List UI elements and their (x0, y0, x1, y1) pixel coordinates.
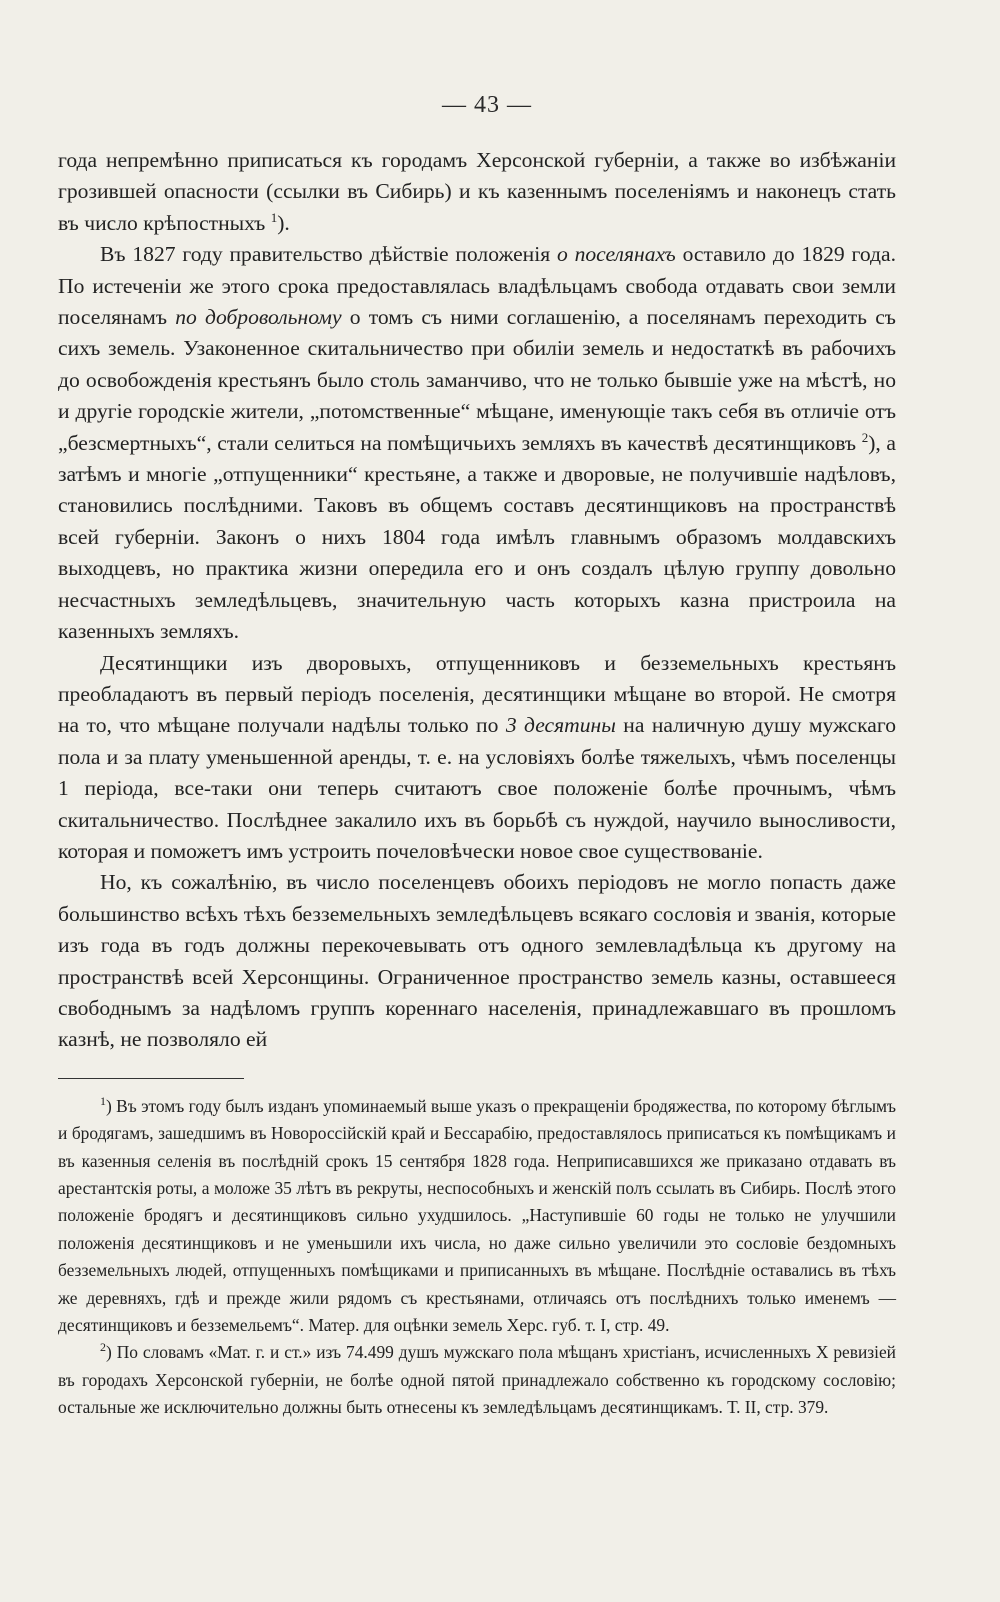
ref-close: ) (868, 430, 876, 455)
paragraph-text: оставило до 1829 года. По истеченіи же этого срока предоставлялась владѣльцамъ свобода отдавать свои земли поселянамъ (58, 242, 896, 330)
main-text (58, 145, 896, 1056)
paragraph-text: Десятинщики изъ дворовыхъ, отпущенниковъ и безземельныхъ крестьянъ преобладаютъ въ первый періодъ поселенія, десятинщики мѣщане во второй. Не смотря на то, что мѣщане получали надѣлы только по (58, 650, 896, 738)
paragraph (58, 145, 896, 239)
footnote-ref: 2 (861, 429, 869, 445)
footnote-text: ) По словамъ «Мат. г. и ст.» изъ 74.499 душъ мужскаго пола мѣщанъ христіанъ, исчисленныхъ X ревизіей въ городахъ Херсонской губерніи, не болѣе одной пятой принадлежало собственно къ городскому сословію; остальные же исключительно должны быть отнесены къ земледѣльцамъ десятинщикамъ. Т. II, стр. 379. (58, 1342, 896, 1418)
italic-term: по добровольному (175, 305, 342, 330)
italic-term: о поселянахъ (556, 242, 676, 267)
footnote-divider (58, 1078, 244, 1079)
footnote (58, 1339, 896, 1421)
paragraph-text: о томъ съ ними соглашенію, а поселянамъ переходить съ сихъ земель. Узаконенное скитальничество при обиліи земель и недостаткѣ въ рабочихъ до освобожденія крестьянъ было столь заманчиво, что не только бывшіе уже на мѣстѣ, но и другіе городскіе жители, „потомственные“ мѣщане, именующіе такъ себя въ отличіе отъ „безсмертныхъ“, стали селиться на помѣщичьихъ земляхъ въ качествѣ десятинщиковъ (58, 305, 896, 455)
paragraph-end: ). (277, 210, 290, 235)
paragraph (58, 239, 896, 647)
paragraph-text: года непремѣнно приписаться къ городамъ Херсонской губерніи, а также во избѣжаніи грозившей опасности (ссылки въ Сибирь) и къ казеннымъ поселеніямъ и наконецъ стать въ число крѣпостныхъ (58, 148, 896, 235)
footnotes (58, 1093, 896, 1422)
footnote-ref: 1 (270, 209, 278, 225)
footnote-mark: 1 (100, 1093, 106, 1108)
paragraph-text: на наличную душу мужскаго пола и за плату уменьшенной аренды, т. е. на условіяхъ болѣе тяжелыхъ, чѣмъ поселенцы 1 періода, все-таки они теперь считаютъ свое положеніе болѣе прочнымъ, чѣмъ скитальничество. Послѣднее закалило ихъ въ борьбѣ съ нуждой, научило выносливости, которая и поможетъ имъ устроить почеловѣчески новое свое существованіе. (58, 713, 896, 863)
paragraph (58, 867, 896, 1055)
footnote (58, 1093, 896, 1340)
italic-term: 3 десятины (505, 713, 616, 738)
paragraph (58, 648, 896, 868)
paragraph-text: Но, къ сожалѣнію, въ число поселенцевъ обоихъ періодовъ не могло попасть даже большинство всѣхъ тѣхъ безземельныхъ земледѣльцевъ всякаго сословія и званія, которые изъ года въ годъ должны перекочевывать отъ одного землевладѣльца къ другому на пространствѣ всей Херсонщины. Ограниченное пространство земель казны, оставшееся свободнымъ за надѣломъ группъ кореннаго населенія, принадлежавшаго въ прошломъ казнѣ, не позволяло ей (58, 870, 896, 1052)
footnote-text: ) Въ этомъ году былъ изданъ упоминаемый выше указъ о прекращеніи бродяжества, по которому бѣглымъ и бродягамъ, зашедшимъ въ Новороссійскій край и Бессарабію, предоставлялось приписаться къ помѣщикамъ и въ казенныя селенія въ послѣдній срокъ 15 сентября 1828 года. Неприписавшихся же приказано отдавать въ арестантскія роты, а моложе 35 лѣтъ въ рекруты, неспособныхъ и женскій полъ ссылать въ Сибирь. Послѣ этого положеніе бродягъ и десятинщиковъ сильно ухудшилось. „Наступившіе 60 годы не только не улучшили положенія десятинщиковъ и не уменьшили ихъ числа, но даже сильно увеличили это сословіе бездомныхъ безземельныхъ людей, отпущенныхъ помѣщиками и приписанныхъ въ мѣщане. Послѣдніе оставались въ тѣхъ же деревняхъ, гдѣ и прежде жили рядомъ съ крестьянами, отличаясь отъ послѣднихъ только именемъ —десятинщиковъ и безземельемъ“. Матер. для оцѣнки земель Херс. губ. т. I, стр. 49. (58, 1095, 896, 1336)
footnote-mark: 2 (100, 1340, 106, 1355)
page-number: — 43 — (442, 92, 532, 118)
paragraph-text: , а затѣмъ и многіе „отпущенники“ крестьяне, а также и дворовые, не получившіе надѣловъ, становились послѣдними. Таковъ въ общемъ составъ десятинщиковъ на пространствѣ всей губерніи. Законъ о нихъ 1804 года имѣлъ главнымъ образомъ молдавскихъ выходцевъ, но практика жизни опередила его и онъ создалъ цѣлую группу довольно несчастныхъ земледѣльцевъ, значительную часть которыхъ казна пристроила на казенныхъ земляхъ. (58, 430, 896, 644)
paragraph-text: Въ 1827 году правительство дѣйствіе положенія (100, 242, 551, 267)
